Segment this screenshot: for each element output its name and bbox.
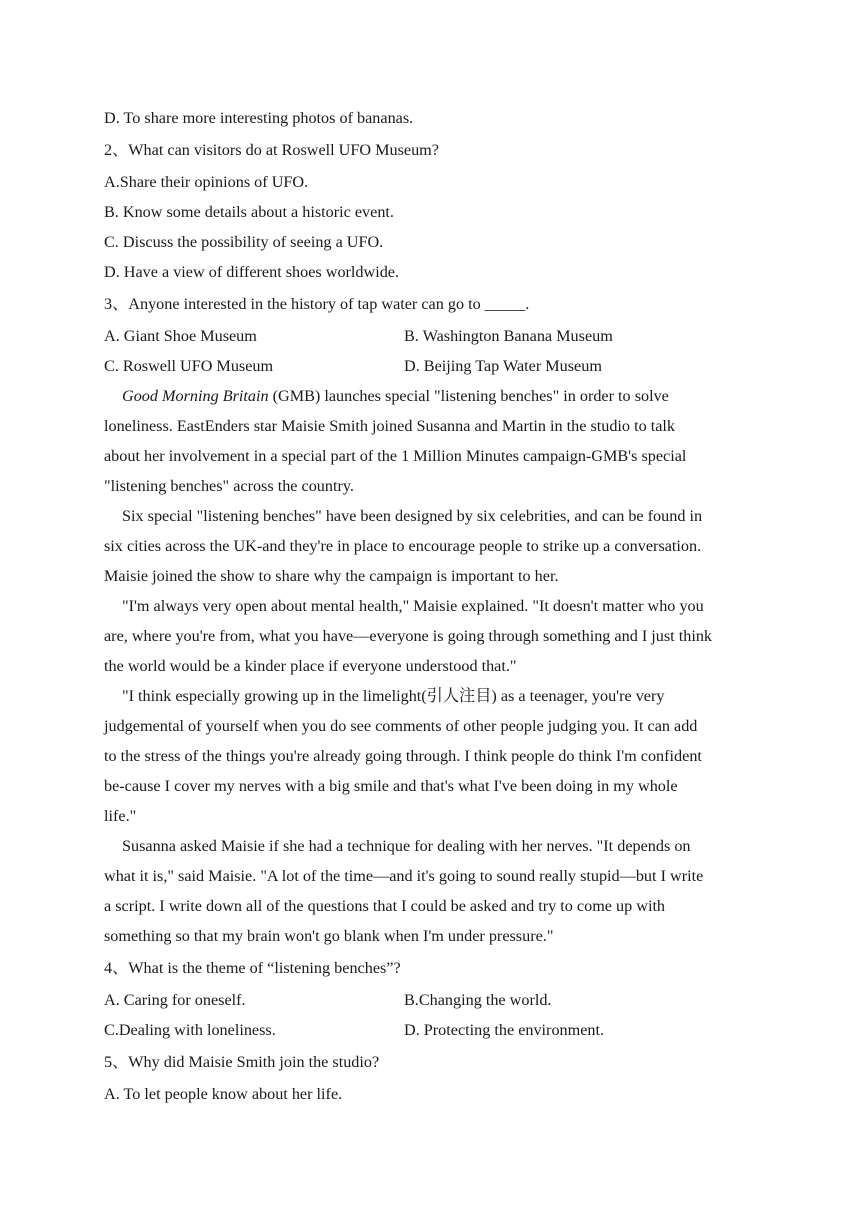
passage-p4-line-4: be-cause I cover my nerves with a big smile and that's what I've been doing in my whole — [104, 777, 678, 795]
options-row-q4-ab — [104, 985, 758, 1015]
option-b-q3: B. Washington Banana Museum — [404, 327, 613, 345]
show-title: Good Morning Britain — [122, 387, 269, 405]
question-3: 3、Anyone interested in the history of tap water can go to _____. — [104, 295, 530, 313]
question-2: 2、What can visitors do at Roswell UFO Museum? — [104, 141, 439, 159]
passage-p5-line-1: Susanna asked Maisie if she had a technique for dealing with her nerves. "It depends on — [122, 837, 691, 855]
option-a-q4: A. Caring for oneself. — [104, 991, 246, 1009]
options-row-q3-ab — [104, 321, 758, 351]
passage-p1-line-3: about her involvement in a special part of the 1 Million Minutes campaign-GMB's special — [104, 447, 687, 465]
passage-p1-line-1: (GMB) launches special "listening benches" in order to solve — [268, 387, 669, 405]
passage-p2-line-3: Maisie joined the show to share why the campaign is important to her. — [104, 567, 559, 585]
passage-p1-line-2: loneliness. EastEnders star Maisie Smith joined Susanna and Martin in the studio to talk — [104, 417, 675, 435]
passage-p1-line-4: "listening benches" across the country. — [104, 477, 354, 495]
passage-paragraph-1 — [104, 381, 758, 411]
question-5: 5、Why did Maisie Smith join the studio? — [104, 1053, 380, 1071]
option-a-q2: A.Share their opinions of UFO. — [104, 173, 309, 191]
passage-p2-line-1: Six special "listening benches" have been designed by six celebrities, and can be found in — [122, 507, 703, 525]
option-d-q3: D. Beijing Tap Water Museum — [404, 357, 602, 375]
passage-p4-line-5: life." — [104, 807, 137, 825]
passage-p5-line-2: what it is," said Maisie. "A lot of the time—and it's going to sound really stupid—but I write — [104, 867, 704, 885]
option-d-q4: D. Protecting the environment. — [404, 1021, 605, 1039]
passage-p4-line-1: "I think especially growing up in the limelight(引人注目) as a teenager, you're very — [122, 687, 665, 705]
option-a-q5: A. To let people know about her life. — [104, 1085, 343, 1103]
option-b-q4: B.Changing the world. — [404, 991, 552, 1009]
passage-p3-line-1: "I'm always very open about mental health," Maisie explained. "It doesn't matter who you — [122, 597, 704, 615]
option-d-q2: D. Have a view of different shoes worldwide. — [104, 263, 400, 281]
option-b-q2: B. Know some details about a historic event. — [104, 203, 394, 221]
document-content — [104, 103, 758, 1109]
passage-p5-line-4: something so that my brain won't go blank when I'm under pressure." — [104, 927, 554, 945]
option-a-q3: A. Giant Shoe Museum — [104, 327, 257, 345]
options-row-q4-cd — [104, 1015, 758, 1045]
passage-p4-line-3: to the stress of the things you're already going through. I think people do think I'm confident — [104, 747, 702, 765]
passage-p3-line-2: are, where you're from, what you have—everyone is going through something and I just think — [104, 627, 713, 645]
option-c-q3: C. Roswell UFO Museum — [104, 357, 274, 375]
option-c-q4: C.Dealing with loneliness. — [104, 1021, 276, 1039]
passage-p5-line-3: a script. I write down all of the questions that I could be asked and try to come up with — [104, 897, 666, 915]
question-4: 4、What is the theme of “listening benches”? — [104, 959, 401, 977]
passage-p2-line-2: six cities across the UK-and they're in place to encourage people to strike up a conversation. — [104, 537, 702, 555]
options-row-q3-cd — [104, 351, 758, 381]
option-d-q1: D. To share more interesting photos of bananas. — [104, 109, 414, 127]
option-c-q2: C. Discuss the possibility of seeing a UFO. — [104, 233, 384, 251]
passage-p3-line-3: the world would be a kinder place if everyone understood that." — [104, 657, 517, 675]
passage-p4-line-2: judgemental of yourself when you do see comments of other people judging you. It can add — [104, 717, 698, 735]
